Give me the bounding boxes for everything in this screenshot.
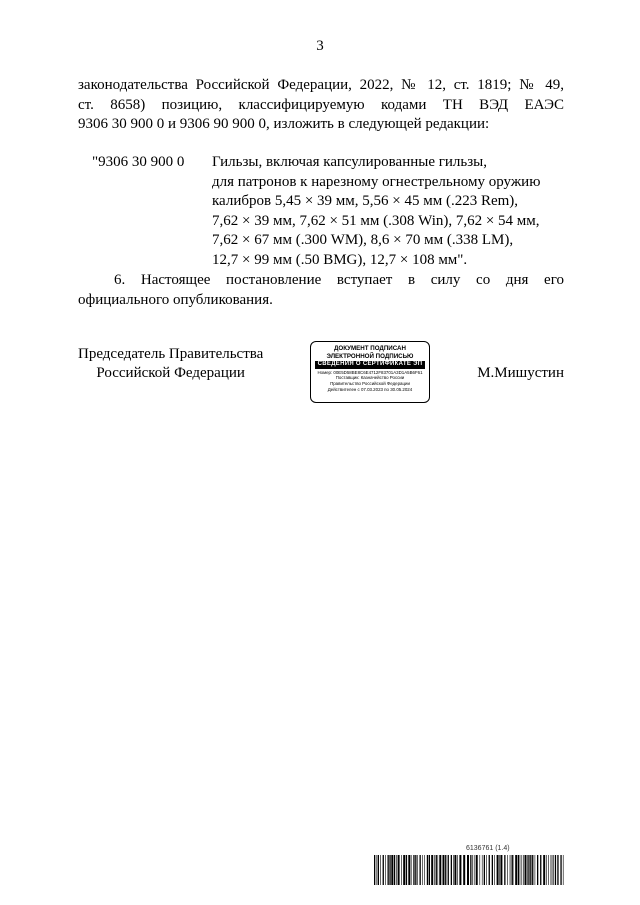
barcode-bar [532, 855, 533, 885]
barcode-bar [429, 855, 430, 885]
barcode-bar [476, 855, 478, 885]
barcode-bar [525, 855, 527, 885]
barcode-bar [511, 855, 512, 885]
barcode-bar [543, 855, 545, 885]
clause-6-line: 6. Настоящее постановление вступает в силу со дня его [114, 272, 564, 288]
intro-paragraph [78, 76, 564, 135]
barcode-bar [535, 855, 536, 885]
barcode-bar [453, 855, 454, 885]
barcode-bar [563, 855, 564, 885]
barcode-bar [552, 855, 553, 885]
barcode-bar [378, 855, 379, 885]
barcode-bar [427, 855, 428, 885]
barcode-bar [406, 855, 407, 885]
code-description-line: для патронов к нарезному огнестрельному оружию [212, 173, 541, 190]
barcode-bar [474, 855, 475, 885]
barcode-bar [385, 855, 386, 885]
stamp-owner: Правительство Российской Федерации [330, 381, 410, 387]
stamp-issuer: Поставщик: Казначейство России [335, 375, 405, 381]
barcode-bar [383, 855, 384, 885]
code-description-line: калибров 5,45 × 39 мм, 5,56 × 45 мм (.223 Rem), [212, 193, 519, 209]
barcode-bar [494, 855, 495, 885]
barcode-bar [530, 855, 531, 885]
barcode-bar [499, 855, 500, 885]
barcode-bar [560, 855, 561, 885]
barcode-bar [391, 855, 393, 885]
barcode-bar [396, 855, 397, 885]
barcode-bar [380, 855, 381, 885]
stamp-heading: ДОКУМЕНТ ПОДПИСАН [334, 345, 406, 352]
barcode-bar [528, 855, 529, 885]
barcode-bar [480, 855, 481, 885]
barcode-bar [504, 855, 505, 885]
clause-6-paragraph [78, 271, 564, 310]
intro-line: законодательства Российской Федерации, 2022, № 12, ст. 1819; № 49, [78, 77, 564, 93]
barcode-bar [507, 855, 508, 885]
signatory-name: М.Мишустин [477, 365, 564, 381]
barcode-bar [540, 855, 541, 885]
barcode-bar [548, 855, 549, 885]
barcode-bar [438, 855, 439, 885]
stamp-heading: ЭЛЕКТРОННОЙ ПОДПИСЬЮ [326, 352, 414, 360]
code-description [212, 153, 572, 270]
barcode-bar [512, 855, 513, 885]
barcode-bar [401, 855, 402, 885]
signatory-title [78, 345, 263, 383]
signatory-title-line: Председатель Правительства [78, 346, 264, 362]
barcode-bar [470, 855, 471, 885]
barcode-bar [457, 855, 458, 885]
barcode-bar [523, 855, 524, 885]
barcode-bar [486, 855, 487, 885]
barcode-bar [413, 855, 414, 885]
barcode [374, 855, 566, 885]
barcode-bar [434, 855, 435, 885]
barcode-bar [422, 855, 423, 885]
barcode-bar [472, 855, 473, 885]
page-number: 3 [316, 38, 324, 54]
barcode-bar [492, 855, 493, 885]
barcode-bar [388, 855, 389, 885]
barcode-bar [377, 855, 378, 885]
barcode-bar [555, 855, 556, 885]
barcode-bar [497, 855, 499, 885]
barcode-bar [459, 855, 461, 885]
barcode-bar [551, 855, 552, 885]
stamp-cert-number: Номер: 00E5D58BE8C6E4712F83701A3D1A5B6F61 [317, 369, 423, 375]
barcode-bar [546, 855, 547, 885]
barcode-bar [415, 855, 416, 885]
barcode-bar [417, 855, 418, 885]
barcode-bar [489, 855, 490, 885]
barcode-bar [420, 855, 421, 885]
electronic-signature-stamp [310, 341, 430, 403]
barcode-bar [467, 855, 469, 885]
barcode-bar [431, 855, 433, 885]
barcode-bar [454, 855, 456, 885]
barcode-bar [522, 855, 523, 885]
barcode-bar [398, 855, 400, 885]
barcode-bar [484, 855, 485, 885]
barcode-bar [439, 855, 441, 885]
barcode-bar [411, 855, 412, 885]
barcode-bar [448, 855, 449, 885]
barcode-bar [482, 855, 483, 885]
barcode-bar [445, 855, 446, 885]
barcode-bar [394, 855, 395, 885]
stamp-validity: Действителен с 07.03.2023 по 30.05.2024 [327, 387, 413, 393]
document-reference: 6136761 (1.4) [466, 845, 510, 852]
barcode-bar [553, 855, 554, 885]
barcode-bar [389, 855, 390, 885]
code-description-line: 7,62 × 39 мм, 7,62 × 51 мм (.308 Win), 7,62 × 54 мм, [212, 212, 540, 229]
barcode-bar [500, 855, 502, 885]
barcode-bar [515, 855, 517, 885]
barcode-bar [510, 855, 511, 885]
barcode-bar [374, 855, 375, 885]
barcode-bar [436, 855, 437, 885]
barcode-bar [408, 855, 410, 885]
code-description-line: 12,7 × 99 мм (.50 BMG), 12,7 × 108 мм". [212, 251, 468, 268]
barcode-bar [451, 855, 452, 885]
barcode-bar [463, 855, 465, 885]
barcode-bar [557, 855, 558, 885]
intro-line: 9306 30 900 0 и 9306 90 900 0, изложить в следующей редакции: [78, 116, 490, 132]
barcode-bar [537, 855, 538, 885]
barcode-bar [403, 855, 405, 885]
signatory-title-line: Российской Федерации [96, 365, 245, 381]
clause-6-line: официального опубликования. [78, 291, 273, 308]
intro-line: ст. 8658) позицию, классифицируемую кодами ТН ВЭД ЕАЭС [78, 96, 564, 113]
code-description-line: 7,62 × 67 мм (.300 WM), 8,6 × 70 мм (.338 LM), [212, 232, 514, 248]
barcode-bar [527, 855, 528, 885]
barcode-bar [520, 855, 521, 885]
barcode-bar [424, 855, 425, 885]
barcode-bar [443, 855, 445, 885]
code-description-line: Гильзы, включая капсулированные гильзы, [212, 154, 488, 170]
stamp-banner: СВЕДЕНИЯ О СЕРТИФИКАТЕ ЭП [315, 361, 425, 369]
code-number: "9306 30 900 0 [92, 154, 185, 170]
barcode-bar [518, 855, 519, 885]
